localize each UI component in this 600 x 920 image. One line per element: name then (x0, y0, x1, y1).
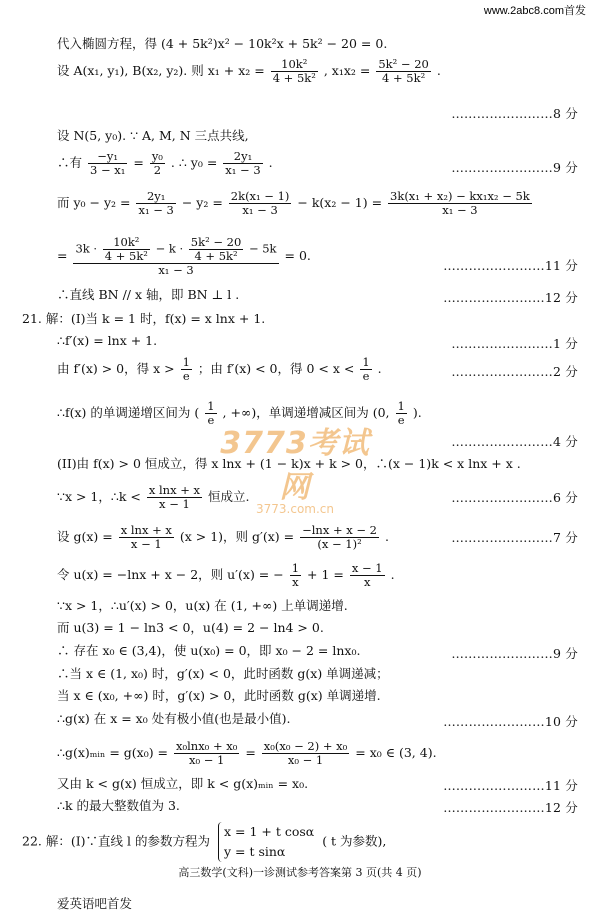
fraction: $\frac{1}{e}$ (362, 355, 370, 383)
score-6: ……………………6 分 (451, 490, 578, 505)
fraction: $\frac{\text{x₀lnx₀ + x₀}}{\text{x₀ − 1}}$ (176, 739, 238, 767)
score-11b: ……………………11 分 (443, 778, 578, 793)
fraction: $\frac{\text{x lnx + x}}{x - 1}$ (148, 483, 200, 511)
q22-heading: 22. 解：(Ⅰ)∵直线 l 的参数方程为 x = 1 + t cosα y = t sinα ( t 为参数), (22, 822, 386, 862)
bottom-note: 爱英语吧首发 (57, 896, 133, 911)
line-y0: ∴有 $\frac{\text{−y₁}}{\text{3 − x₁}}$ = $\frac{\text{y₀}}{2}$ . ∴ y₀ = $\frac{\text{2y₁}}{\text{x₁ − 3}}$ . (57, 149, 273, 177)
line-k-bound: ∵x > 1，∴k < $\frac{\text{x lnx + x}}{x - 1}$ 恒成立. (57, 483, 250, 511)
watermark-title: 3773考试网 (220, 426, 370, 505)
line-difference: 而 y₀ − y₂ = $\frac{\text{2y₁}}{\text{x₁ − 3}}$ − y₂ = $\frac{\text{2k(x₁ − 1)}}{\text{x₁ − 3}}$ − k(x₂ − 1) = $\frac{\text{3k(x₁ + x₂) − kx₁x₂ − 5k}}{\text{x₁ − 3}}$ (57, 189, 530, 217)
line-k-lt-x0: 又由 k < g(x) 恒成立，即 k < g(x)ₘᵢₙ = x₀. (57, 776, 309, 791)
score-9b: ……………………9 分 (451, 646, 578, 661)
score-8: ……………………8 分 (451, 106, 578, 121)
fraction: $\frac{x - 1}{x}$ (351, 561, 383, 589)
equation-system: x = 1 + t cosα y = t sinα (218, 822, 314, 862)
line-u-increasing: ∵x > 1，∴u′(x) > 0，u(x) 在 (1, +∞) 上单调递增. (57, 598, 348, 613)
fraction: $\frac{\text{−y₁}}{\text{3 − x₁}}$ (90, 149, 126, 177)
score-4: ……………………4 分 (451, 434, 578, 449)
watermark-url: 3773.com.cn (256, 502, 334, 516)
score-2: ……………………2 分 (451, 364, 578, 379)
line-gmin: ∴g(x)ₘᵢₙ = g(x₀) = $\frac{\text{x₀lnx₀ + x₀}}{\text{x₀ − 1}}$ = $\frac{\text{x₀(x₀ − 2) + x₀}}{\text{x₀ − 1}}$ = x₀ ∈ (3, 4). (57, 739, 437, 767)
line-vieta: 设 A(x₁, y₁), B(x₂, y₂). 则 x₁ + x₂ = $\frac{\text{10k²}}{\text{4 + 5k²}}$ , x₁x₂ = $\frac{\text{5k² − 20}}{\text{4 + 5k²}}$ . (57, 57, 441, 85)
fraction: $\frac{\text{10k²}}{\text{4 + 5k²}}$ (104, 235, 148, 263)
fraction: $\frac{\text{2y₁}}{\text{x₁ − 3}}$ (138, 189, 174, 217)
fraction: $\frac{\text{2y₁}}{\text{x₁ − 3}}$ (225, 149, 261, 177)
line-decreasing: ∴当 x ∈ (1, x₀) 时，g′(x) < 0，此时函数 g(x) 单调递减； (57, 666, 389, 681)
score-11a: ……………………11 分 (443, 258, 578, 273)
line-collinear: 设 N(5, y₀). ∵ A, M, N 三点共线, (57, 128, 249, 143)
q21-heading: 21. 解：(I)当 k = 1 时，f(x) = x lnx + 1. (22, 311, 266, 326)
fraction: $\frac{\text{2k(x₁ − 1)}}{\text{x₁ − 3}}$ (230, 189, 290, 217)
line-u-definition: 令 u(x) = −lnx + x − 2，则 u′(x) = − $\frac{1}{x}$ + 1 = $\frac{x - 1}{x}$ . (57, 561, 395, 589)
fraction: $\frac{1}{e}$ (397, 399, 405, 427)
score-7: ……………………7 分 (451, 530, 578, 545)
score-10: ……………………10 分 (443, 714, 578, 729)
line-part2: (II)由 f(x) > 0 恒成立，得 x lnx + (1 − k)x + k > 0，∴(x − 1)k < x lnx + x . (57, 456, 521, 471)
fraction: $\frac{\text{5k² − 20}}{\text{4 + 5k²}}$ (378, 57, 429, 85)
fraction: $\frac{1}{e}$ (182, 355, 190, 383)
score-12a: ……………………12 分 (443, 290, 578, 305)
line-monotonic-intervals: ∴f(x) 的单调递增区间为 ( $\frac{1}{e}$ , +∞)，单调递增减区间为 (0, $\frac{1}{e}$ ). (57, 399, 422, 427)
fraction: $\frac{\text{x lnx + x}}{x - 1}$ (120, 523, 172, 551)
fraction: $\frac{\text{x₀(x₀ − 2) + x₀}}{\text{x₀ − 1}}$ (263, 739, 348, 767)
line-zero-result: = 3k · $\frac{\text{10k²}}{\text{4 + 5k²}}$ − k · $\frac{\text{5k² − 20}}{\text{4 + 5k²}}$ − 5k x₁ − 3 = 0. (57, 235, 311, 277)
line-k-max: ∴k 的最大整数值为 3. (57, 798, 180, 813)
line-sign-analysis: 由 f′(x) > 0，得 x > $\frac{1}{e}$ ；由 f′(x) < 0，得 0 < x < $\frac{1}{e}$ . (57, 355, 382, 383)
fraction: $\frac{-\ln x + x - 2}{\text{(x − 1)²}}$ (302, 523, 377, 551)
line-ellipse-equation: 代入椭圆方程，得 (4 + 5k²)x² − 10k²x + 5k² − 20 = 0. (57, 36, 388, 51)
score-12b: ……………………12 分 (443, 800, 578, 815)
site-label: www.2abc8.com首发 (483, 5, 586, 17)
fraction: $\frac{\text{3k(x₁ + x₂) − kx₁x₂ − 5k}}{\text{x₁ − 3}}$ (390, 189, 530, 217)
line-u-values: 而 u(3) = 1 − ln3 < 0，u(4) = 2 − ln4 > 0. (57, 620, 324, 635)
fraction: $\frac{\text{y₀}}{2}$ (151, 149, 163, 177)
fraction: $\frac{\text{10k²}}{\text{4 + 5k²}}$ (272, 57, 316, 85)
line-min-value: ∴g(x) 在 x = x₀ 处有极小值(也是最小值). (57, 711, 291, 726)
page-footer: 高三数学(文科)一诊测试参考答案第 3 页(共 4 页) (178, 866, 422, 879)
score-1: ……………………1 分 (451, 336, 578, 351)
line-derivative: ∴f′(x) = lnx + 1. (57, 333, 158, 348)
score-9a: ……………………9 分 (451, 160, 578, 175)
fraction: $\frac{1}{e}$ (207, 399, 215, 427)
fraction: $\frac{\text{5k² − 20}}{\text{4 + 5k²}}$ (190, 235, 242, 263)
line-increasing: 当 x ∈ (x₀, +∞) 时，g′(x) > 0，此时函数 g(x) 单调递增. (57, 688, 381, 703)
fraction: $\frac{1}{x}$ (291, 561, 300, 589)
compound-fraction: 3k · $\frac{\text{10k²}}{\text{4 + 5k²}}$ − k · $\frac{\text{5k² − 20}}{\text{4 + 5k²}}$ − 5k x₁ − 3 (75, 235, 277, 277)
line-bn-parallel: ∴直线 BN // x 轴，即 BN ⊥ l . (57, 287, 240, 302)
line-x0-exists: ∴ 存在 x₀ ∈ (3,4)，使 u(x₀) = 0，即 x₀ − 2 = lnx₀. (57, 643, 361, 658)
line-g-definition: 设 g(x) = $\frac{\text{x lnx + x}}{x - 1}$ (x > 1)，则 g′(x) = $\frac{-\ln x + x - 2}{\text{(x − 1)²}}$ . (57, 523, 389, 551)
